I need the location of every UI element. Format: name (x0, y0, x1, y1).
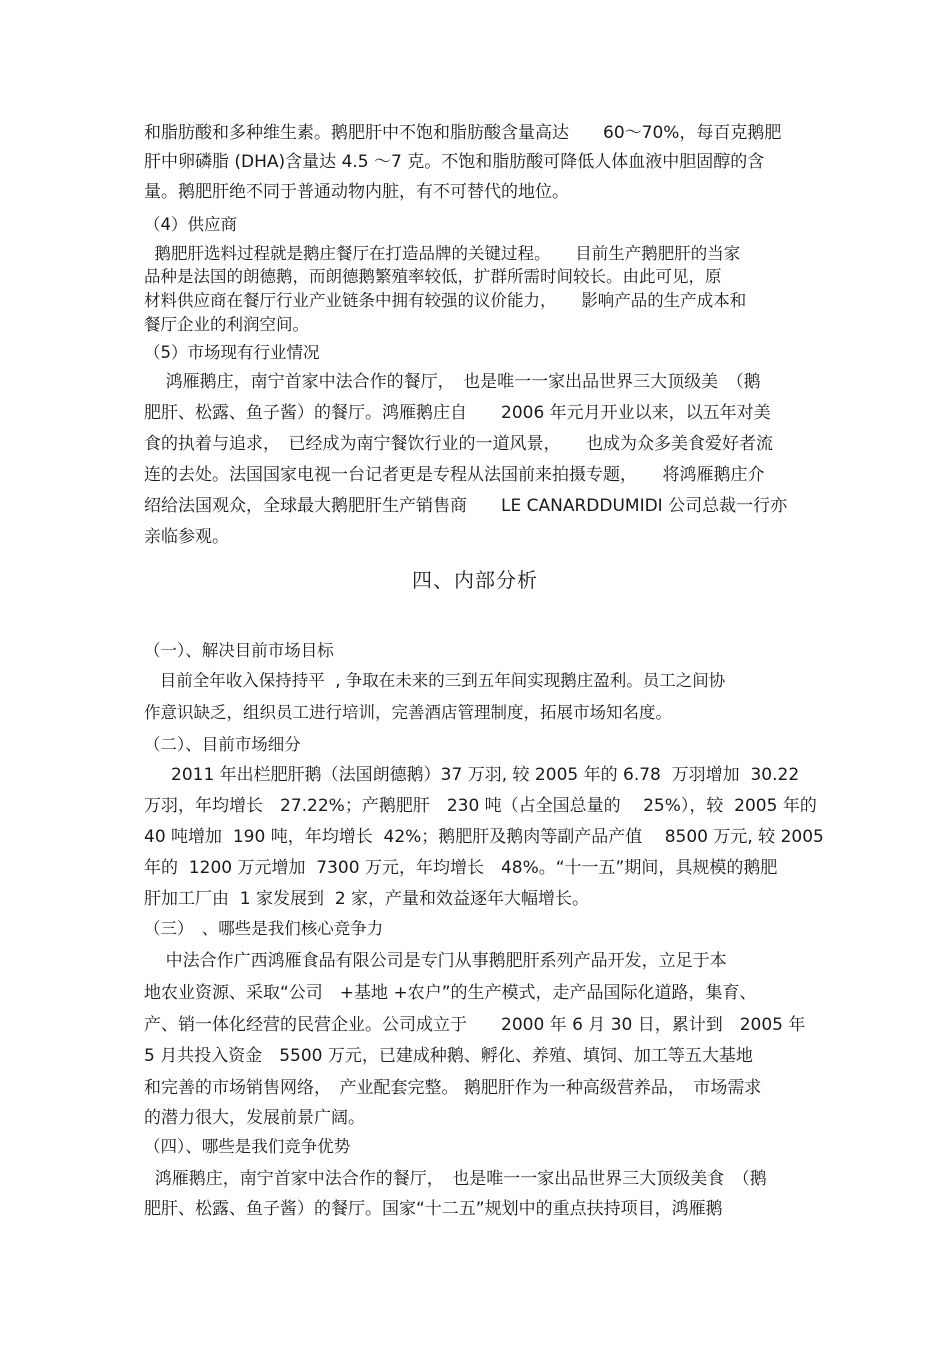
paragraph-line: 鸿雁鹅庄，南宁首家中法合作的餐厅， 也是唯一一家出品世界三大顶级美 （鹅 (144, 372, 761, 392)
paragraph-line: 40 吨增加 190 吨，年均增长 42%；鹅肥肝及鹅肉等副产品产值 8500 万元, 较 2005 (144, 827, 824, 847)
paragraph-line: 作意识缺乏，组织员工进行培训，完善酒店管理制度，拓展市场知名度。 (144, 703, 672, 722)
paragraph-line: 产、销一体化经营的民营企业。公司成立于 2000 年 6 月 30 日，累计到 2005 年 (144, 1015, 806, 1035)
section-label-market: （5）市场现有行业情况 (144, 343, 320, 362)
paragraph-line: 食的执着与追求， 已经成为南宁餐饮行业的一道风景， 也成为众多美食爱好者流 (144, 434, 773, 454)
subsection-title: （三） 、哪些是我们核心竞争力 (144, 919, 384, 938)
section-heading-internal-analysis: 四、内部分析 (412, 568, 538, 592)
paragraph-line: 量。鹅肥肝绝不同于普通动物内脏，有不可替代的地位。 (144, 182, 569, 202)
paragraph-line: 万羽，年均增长 27.22%；产鹅肥肝 230 吨（占全国总量的 25%），较 2005 年的 (144, 796, 817, 816)
paragraph-line: 鸿雁鹅庄，南宁首家中法合作的餐厅， 也是唯一一家出品世界三大顶级美食 （鹅 (144, 1169, 767, 1189)
paragraph-line: 品种是法国的朗德鹅，而朗德鹅繁殖率较低，扩群所需时间较长。由此可见，原 (144, 267, 722, 286)
subsection-title: （四）、哪些是我们竞争优势 (144, 1137, 351, 1156)
paragraph-line: 肥肝、松露、鱼子酱）的餐厅。鸿雁鹅庄自 2006 年元月开业以来，以五年对美 (144, 403, 771, 423)
subsection-title: （一）、解决目前市场目标 (144, 641, 334, 660)
paragraph-line: 材料供应商在餐厅行业产业链条中拥有较强的议价能力， 影响产品的生产成本和 (144, 291, 747, 310)
paragraph-line: 年的 1200 万元增加 7300 万元，年均增长 48%。“十一五”期间，具规模的鹅肥 (144, 858, 778, 878)
paragraph-line: 绍给法国观众，全球最大鹅肥肝生产销售商 LE CANARDDUMIDI 公司总裁一行亦 (144, 496, 788, 516)
paragraph-line: 5 月共投入资金 5500 万元，已建成种鹅、孵化、养殖、填饲、加工等五大基地 (144, 1046, 753, 1066)
paragraph-line: 肝加工厂由 1 家发展到 2 家，产量和效益逐年大幅增长。 (144, 889, 590, 909)
subsection-title: （二）、目前市场细分 (144, 735, 301, 754)
paragraph-line: 地农业资源、采取“公司 +基地 +农户”的生产模式，走产品国际化道路，集育、 (144, 983, 757, 1003)
paragraph-line: 目前全年收入保持持平 , 争取在未来的三到五年间实现鹅庄盈利。员工之间协 (144, 671, 726, 690)
paragraph-line: 的潜力很大，发展前景广阔。 (144, 1108, 365, 1128)
paragraph-line: 餐厅企业的利润空间。 (144, 315, 309, 334)
paragraph-line: 中法合作广西鸿雁食品有限公司是专门从事鹅肥肝系列产品开发，立足于本 (144, 951, 727, 971)
paragraph-line: 连的去处。法国国家电视一台记者更是专程从法国前来拍摄专题， 将鸿雁鹅庄介 (144, 465, 765, 485)
section-label-suppliers: （4）供应商 (144, 215, 237, 234)
paragraph-line: 亲临参观。 (144, 527, 229, 547)
paragraph-line: 和脂肪酸和多种维生素。鹅肥肝中不饱和脂肪酸含量高达 60～70%，每百克鹅肥 (144, 123, 782, 143)
paragraph-line: 2011 年出栏肥肝鹅（法国朗德鹅）37 万羽, 较 2005 年的 6.78 万羽增加 30.22 (144, 765, 800, 785)
paragraph-line: 和完善的市场销售网络， 产业配套完整。 鹅肥肝作为一种高级营养品， 市场需求 (144, 1078, 762, 1098)
paragraph-line: 肥肝、松露、鱼子酱）的餐厅。国家“十二五”规划中的重点扶持项目，鸿雁鹅 (144, 1199, 723, 1219)
paragraph-line: 鹅肥肝选料过程就是鹅庄餐厅在打造品牌的关键过程。 目前生产鹅肥肝的当家 (144, 244, 741, 263)
paragraph-line: 肝中卵磷脂 (DHA)含量达 4.5 ～7 克。不饱和脂肪酸可降低人体血液中胆固醇的含 (144, 152, 765, 172)
